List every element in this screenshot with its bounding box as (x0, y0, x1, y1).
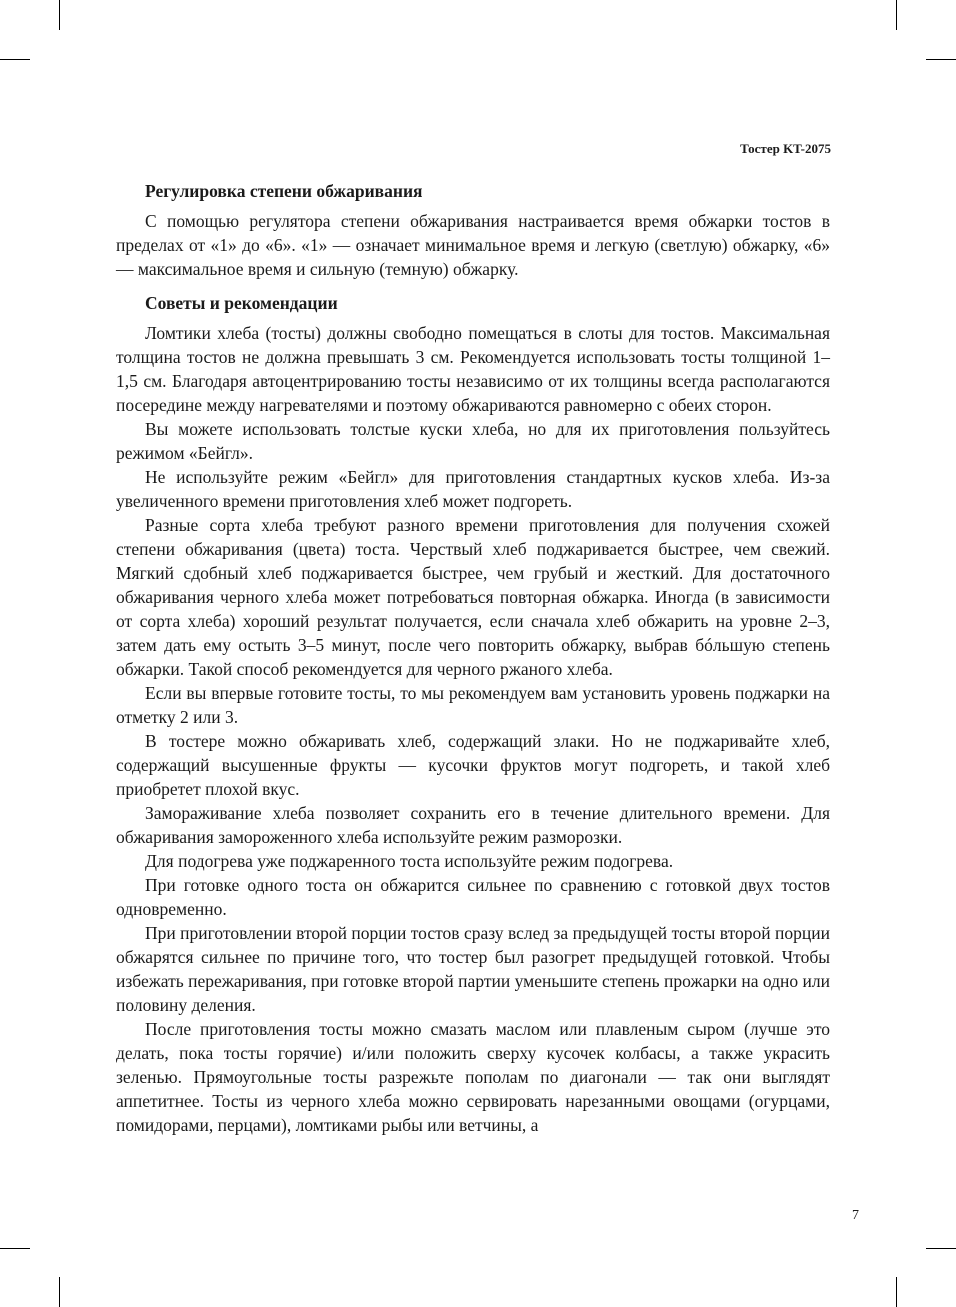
paragraph: При готовке одного тоста он обжарится сильнее по сравнению с готовкой двух тостов одновременно. (116, 875, 830, 919)
paragraph: Замораживание хлеба позволяет сохранить его в течение длительного времени. Для обжаривания замороженного хлеба используйте режим разморозки. (116, 803, 830, 847)
paragraph: Вы можете использовать толстые куски хлеба, но для их приготовления пользуйтесь режимом «Бейгл». (116, 419, 830, 463)
crop-mark-left-top (0, 59, 30, 60)
crop-mark-bottom-right (896, 1277, 897, 1307)
page-content (116, 179, 830, 1137)
paragraph: Для подогрева уже поджаренного тоста используйте режим подогрева. (145, 851, 674, 871)
paragraph: С помощью регулятора степени обжаривания настраивается время обжарки тостов в пределах от «1» до «6». «1» — означает минимальное время и легкую (светлую) обжарку, «6» — максимальное время и сильную (темную) обжарку. (116, 211, 830, 279)
crop-mark-left-bottom (0, 1248, 30, 1249)
paragraph: Не используйте режим «Бейгл» для приготовления стандартных кусков хлеба. Из-за увеличенного времени приготовления хлеб может подгореть. (116, 467, 830, 511)
paragraph: В тостере можно обжаривать хлеб, содержащий злаки. Но не поджаривайте хлеб, содержащий высушенные фрукты — кусочки фруктов могут подгореть, и такой хлеб приобретет плохой вкус. (116, 731, 830, 799)
section-heading: Советы и рекомендации (145, 293, 338, 313)
crop-mark-top-right (896, 0, 897, 30)
running-header: Тостер KT-2075 (740, 141, 831, 156)
crop-mark-top-left (59, 0, 60, 30)
section-heading: Регулировка степени обжаривания (145, 181, 423, 201)
page-number: 7 (852, 1208, 859, 1223)
paragraph: Ломтики хлеба (тосты) должны свободно помещаться в слоты для тостов. Максимальная толщина тостов не должна превышать 3 см. Рекомендуется использовать тосты толщиной 1–1,5 см. Благодаря автоцентрированию тосты независимо от их толщины всегда располагаются посередине между нагревателями и поэтому обжариваются равномерно с обеих сторон. (116, 323, 830, 415)
crop-mark-right-bottom (926, 1248, 956, 1249)
paragraph: Разные сорта хлеба требуют разного времени приготовления для получения схожей степени обжаривания (цвета) тоста. Черствый хлеб поджаривается быстрее, чем свежий. Мягкий сдобный хлеб поджаривается быстрее, чем грубый и жесткий. Для достаточного обжаривания черного хлеба может потребоваться повторная обжарка. Иногда (в зависимости от сорта хлеба) хороший результат получается, если сначала хлеб обжарить на уровне 2–3, затем дать ему остыть 3–5 минут, после чего повторить обжарку, выбрав бóльшую степень обжарки. Такой способ рекомендуется для черного ржаного хлеба. (116, 515, 830, 679)
paragraph: Если вы впервые готовите тосты, то мы рекомендуем вам установить уровень поджарки на отметку 2 или 3. (116, 683, 830, 727)
crop-mark-bottom-left (59, 1277, 60, 1307)
crop-mark-right-top (926, 59, 956, 60)
paragraph: При приготовлении второй порции тостов сразу вслед за предыдущей тосты второй порции обжарятся сильнее по причине того, что тостер был разогрет предыдущей готовкой. Чтобы избежать пережаривания, при готовке второй партии уменьшите степень прожарки на одно или половину деления. (116, 923, 830, 1015)
paragraph: После приготовления тосты можно смазать маслом или плавленым сыром (лучше это делать, пока тосты горячие) и/или положить сверху кусочек колбасы, а также украсить зеленью. Прямоугольные тосты разрежьте пополам по диагонали — так они выглядят аппетитнее. Тосты из черного хлеба можно сервировать нарезанными овощами (огурцами, помидорами, перцами), ломтиками рыбы или ветчины, а (116, 1019, 830, 1135)
